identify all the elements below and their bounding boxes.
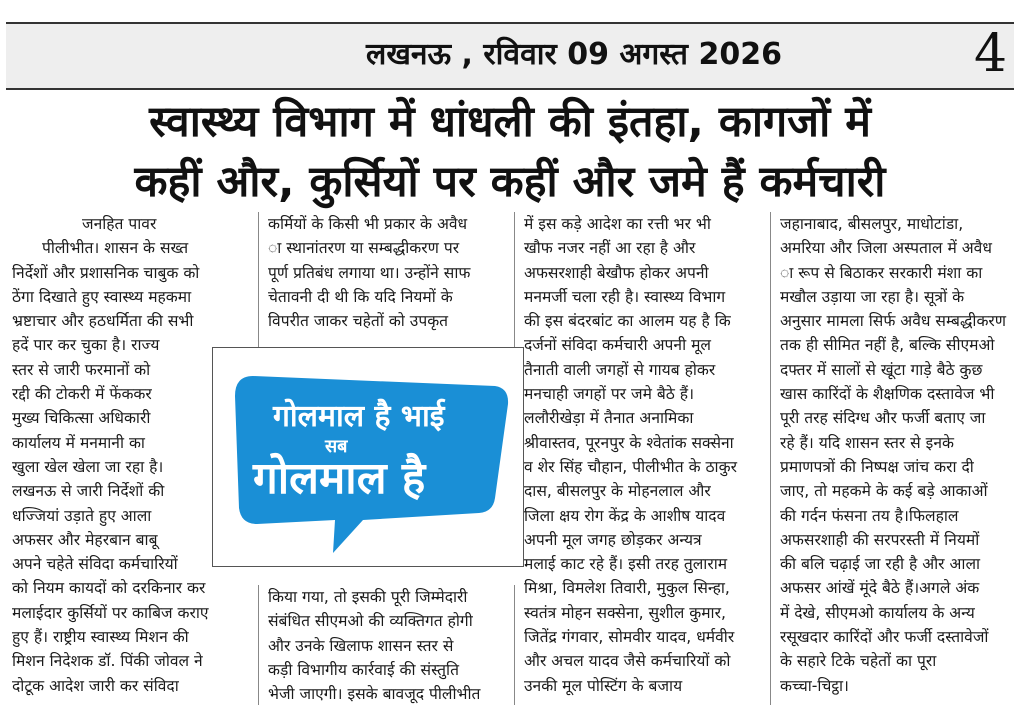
text-line: और अचल यादव जैसे कर्मचारियों को (524, 652, 731, 671)
masthead-bar (6, 22, 1014, 90)
speech-bubble-graphic (213, 348, 523, 566)
article-column-2-bottom (268, 585, 504, 706)
text-line: जहानाबाद, बीसलपुर, माधोटांडा, (780, 215, 964, 233)
text-line: अपने चहेते संविदा कर्मचारियों (12, 555, 178, 574)
text-line: खास कारिंदों के शैक्षणिक दस्तावेज भी (780, 385, 995, 404)
text-line: अफसर और मेहरबान बाबू (12, 530, 158, 549)
text-line: की गर्दन फंसना तय है।फिलहाल (780, 506, 959, 525)
headline-line-1: स्वास्थ्य विभाग में धांधली की इंतहा, कागजों में (149, 97, 871, 147)
headline-line-2: कहीं और, कुर्सियों पर कहीं और जमे हैं कर्मचारी (134, 157, 886, 207)
text-line: को नियम कायदों को दरकिनार कर (12, 579, 206, 598)
text-line: में देखे, सीएमओ कार्यालय के अन्य (780, 603, 975, 622)
text-line: श्रीवास्तव, पूरनपुर के श्वेतांक सक्सेना (524, 433, 734, 452)
text-line: मलाई काट रहे हैं। इसी तरह तुलाराम (524, 555, 728, 574)
text-line: हुए हैं। राष्ट्रीय स्वास्थ्य मिशन की (12, 628, 189, 647)
text-line: भ्रष्टाचार और हठधर्मिता की सभी (12, 312, 194, 331)
text-line: अफसर आंखें मूंदे बैठे हैं।अगले अंक (780, 579, 980, 598)
text-line: कर्मियों के किसी भी प्रकार के अवैध (268, 215, 468, 233)
column-rule (514, 585, 515, 705)
text-line: लखनऊ से जारी निर्देशों की (12, 482, 165, 501)
text-line: दोटूक आदेश जारी कर संविदा (12, 676, 179, 695)
text-line: स्वतंत्र मोहन सक्सेना, सुशील कुमार, (524, 603, 726, 622)
byline: जनहित पावर (82, 215, 157, 233)
text-line: रसूखदार कारिंदों और फर्जी दस्तावेजों (780, 628, 989, 647)
text-line: के सहारे टिके चहेतों का पूरा (780, 652, 937, 671)
text-line: कार्यालय में मनमानी का (12, 433, 145, 452)
text-line: व शेर सिंह चौहान, पीलीभीत के ठाकुर (524, 457, 737, 476)
text-line: भेजी जाएगी। इसके बावजूद पीलीभीत (268, 685, 481, 704)
text-line: की इस बंदरबांट का आलम यह है कि (524, 312, 731, 331)
text-line: मखौल उड़ाया जा रहा है। सूत्रों के (780, 287, 965, 306)
text-line: रहे हैं। यदि शासन स्तर से इनके (780, 433, 954, 452)
text-line: खुला खेल खेला जा रहा है। (12, 457, 164, 476)
text-line: स्तर से जारी फरमानों को (12, 360, 151, 379)
image-text-line-3: गोलमाल है (253, 453, 426, 504)
text-line: की बलि चढ़ाई जा रही है और आला (780, 555, 981, 574)
image-text-line-2: सब (325, 436, 348, 457)
text-line: अमरिया और जिला अस्पताल में अवैध (780, 239, 992, 258)
text-line: अफसरशाही की सरपरस्ती में नियमों (780, 530, 980, 549)
text-line: मलाईदार कुर्सियों पर काबिज कराए (12, 603, 209, 622)
article-image (212, 347, 524, 567)
text-line: चेतावनी दी थी कि यदि नियमों के (268, 287, 453, 306)
text-line: में इस कड़े आदेश का रत्ती भर भी (524, 215, 711, 233)
text-line: प्रमाणपत्रों की निष्पक्ष जांच करा दी (780, 457, 974, 476)
text-line: कच्चा-चिट्ठा। (780, 676, 849, 695)
text-line: तक ही सीमित नहीं है, बल्कि सीएमओ (780, 336, 995, 355)
text-line: पीलीभीत। शासन के सख्त (42, 239, 189, 258)
text-line: मिश्रा, विमलेश तिवारी, मुकुल सिन्हा, (524, 579, 730, 598)
text-line: धज्जियां उड़ाते हुए आला (12, 506, 152, 525)
text-line: संबंधित सीएमओ की व्यक्तिगत होगी (268, 612, 473, 631)
text-line: हदें पार कर चुका है। राज्य (12, 336, 160, 355)
column-rule (258, 212, 259, 347)
text-line: अपनी मूल जगह छोड़कर अन्यत्र (524, 530, 702, 549)
text-line: मनचाही जगहों पर जमे बैठे हैं। (524, 385, 694, 404)
text-line: पूरी तरह संदिग्ध और फर्जी बताए जा (780, 409, 986, 428)
text-line: ा रूप से बिठाकर सरकारी मंशा का (780, 263, 983, 282)
text-line: दर्जनों संविदा कर्मचारी अपनी मूल (524, 336, 711, 355)
text-line: रद्दी की टोकरी में फेंककर (12, 385, 152, 404)
text-line: जितेंद्र गंगवार, सोमवीर यादव, धर्मवीर (524, 628, 735, 647)
text-line: दास, बीसलपुर के मोहनलाल और (524, 482, 711, 501)
text-line: जिला क्षय रोग केंद्र के आशीष यादव (524, 506, 726, 525)
article-column-4 (780, 212, 1016, 698)
column-rule (258, 585, 259, 705)
page-number: 4 (974, 24, 1008, 84)
text-line: कड़ी विभागीय कार्रवाई की संस्तुति (268, 660, 459, 679)
text-line: और उनके खिलाफ शासन स्तर से (268, 636, 454, 655)
text-line: उनकी मूल पोस्टिंग के बजाय (524, 676, 683, 695)
dateline: लखनऊ , रविवार 09 अगस्त 2026 (366, 37, 782, 72)
image-text-line-1: गोलमाल है भाई (273, 399, 445, 434)
text-line: अनुसार मामला सिर्फ अवैध सम्बद्धीकरण (780, 312, 1007, 331)
text-line: ठेंगा दिखाते हुए स्वास्थ्य महकमा (12, 287, 192, 306)
text-line: तैनाती वाली जगहों से गायब होकर (524, 360, 716, 379)
text-line: पूर्ण प्रतिबंध लगाया था। उन्होंने साफ (268, 263, 471, 282)
text-line: मुख्य चिकित्सा अधिकारी (12, 409, 151, 428)
column-rule (770, 212, 771, 705)
text-line: विपरीत जाकर चहेतों को उपकृत (268, 312, 449, 331)
text-line: मनमर्जी चला रही है। स्वास्थ्य विभाग (524, 287, 726, 306)
text-line: किया गया, तो इसकी पूरी जिम्मेदारी (268, 588, 468, 606)
text-line: ललौरीखेड़ा में तैनात अनामिका (524, 409, 694, 428)
article-column-2-top (268, 212, 504, 333)
text-line: ा स्थानांतरण या सम्बद्धीकरण पर (268, 239, 460, 258)
article-column-3 (524, 212, 764, 698)
text-line: खौफ नजर नहीं आ रहा है और (524, 239, 696, 258)
column-rule (514, 212, 515, 347)
text-line: दफ्तर में सालों से खूंटा गाड़े बैठे कुछ (780, 360, 983, 379)
text-line: मिशन निदेशक डॉ. पिंकी जोवल ने (12, 652, 203, 671)
text-line: अफसरशाही बेखौफ होकर अपनी (524, 263, 709, 282)
text-line: निर्देशों और प्रशासनिक चाबुक को (12, 263, 200, 282)
text-line: जाए, तो महकमे के कई बड़े आकाओं (780, 482, 988, 501)
